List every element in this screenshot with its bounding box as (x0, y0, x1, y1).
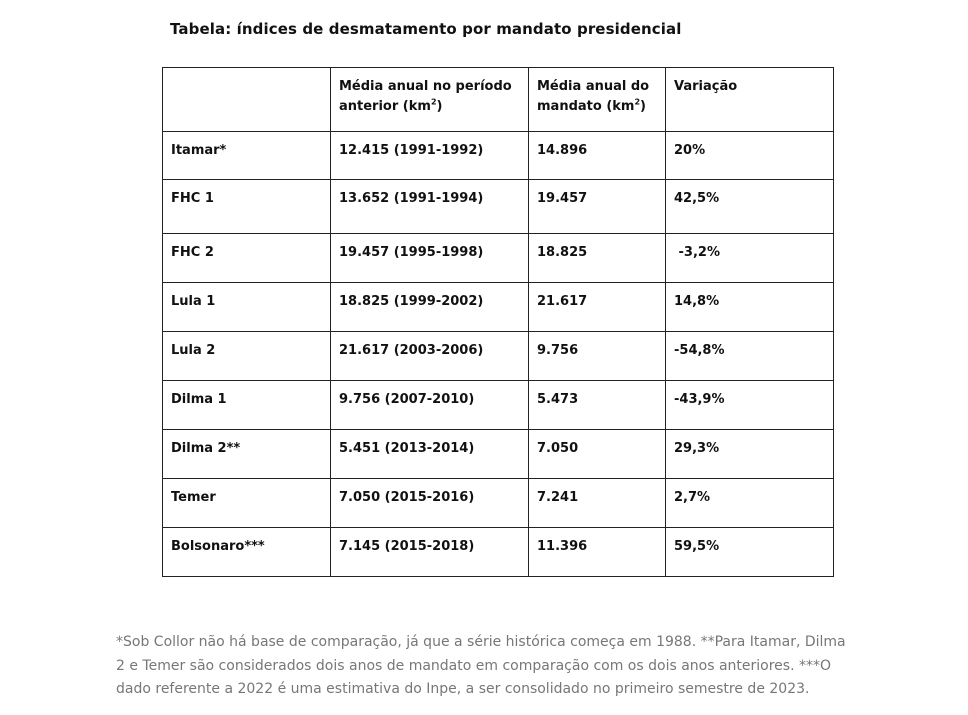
cell-previous-average: 13.652 (1991-1994) (331, 180, 529, 234)
footnote-line: dado referente a 2022 é uma estimativa do Inpe, a ser consolidado no primeiro semestre de 2023. (116, 681, 810, 697)
footnote-line: 2 e Temer são considerados dois anos de mandato em comparação com os dois anos anteriores. ***O (116, 657, 832, 674)
cell-variation: 29,3% (666, 430, 834, 479)
table-row (163, 381, 834, 430)
cell-term-average: 5.473 (529, 381, 666, 430)
header-term-line1: Média anual do (537, 79, 650, 94)
cell-mandate: Bolsonaro*** (163, 528, 331, 577)
table-header-row (163, 68, 834, 132)
cell-variation: 59,5% (666, 528, 834, 577)
cell-mandate: Lula 1 (163, 283, 331, 332)
cell-previous-average: 7.145 (2015-2018) (331, 528, 529, 577)
cell-mandate: Dilma 1 (163, 381, 331, 430)
header-previous-line1: Média anual no período (339, 79, 512, 94)
table-row (163, 479, 834, 528)
header-cell-previous-average (331, 68, 529, 132)
cell-mandate: FHC 1 (163, 180, 331, 234)
cell-variation: -54,8% (666, 332, 834, 381)
table-row (163, 528, 834, 577)
header-previous-line2-suffix: ) (436, 99, 443, 114)
cell-variation: -43,9% (666, 381, 834, 430)
cell-mandate: Lula 2 (163, 332, 331, 381)
cell-previous-average: 19.457 (1995-1998) (331, 234, 529, 283)
table-row (163, 234, 834, 283)
table-row (163, 132, 834, 180)
table-row (163, 430, 834, 479)
header-cell-empty (163, 68, 331, 132)
header-cell-term-average (529, 68, 666, 132)
cell-previous-average: 5.451 (2013-2014) (331, 430, 529, 479)
cell-previous-average: 9.756 (2007-2010) (331, 381, 529, 430)
cell-mandate: Itamar* (163, 132, 331, 180)
cell-previous-average: 21.617 (2003-2006) (331, 332, 529, 381)
table-row (163, 332, 834, 381)
cell-term-average: 19.457 (529, 180, 666, 234)
cell-mandate: Dilma 2** (163, 430, 331, 479)
header-previous-sup: 2 (430, 97, 437, 107)
cell-previous-average: 18.825 (1999-2002) (331, 283, 529, 332)
cell-mandate: Temer (163, 479, 331, 528)
cell-variation: 14,8% (666, 283, 834, 332)
cell-variation: -3,2% (666, 234, 834, 283)
cell-previous-average: 7.050 (2015-2016) (331, 479, 529, 528)
deforestation-table (162, 67, 834, 577)
cell-variation: 2,7% (666, 479, 834, 528)
cell-term-average: 11.396 (529, 528, 666, 577)
cell-variation: 42,5% (666, 180, 834, 234)
cell-term-average: 7.050 (529, 430, 666, 479)
header-previous-line2-prefix: anterior (km (339, 99, 431, 114)
table-row (163, 283, 834, 332)
cell-term-average: 21.617 (529, 283, 666, 332)
table-row (163, 180, 834, 234)
footnote (116, 631, 886, 702)
table-title: Tabela: índices de desmatamento por mandato presidencial (170, 20, 682, 38)
cell-term-average: 9.756 (529, 332, 666, 381)
cell-mandate: FHC 2 (163, 234, 331, 283)
cell-term-average: 14.896 (529, 132, 666, 180)
header-cell-variation: Variação (666, 68, 834, 132)
cell-previous-average: 12.415 (1991-1992) (331, 132, 529, 180)
header-term-line2-suffix: ) (640, 99, 646, 114)
cell-variation: 20% (666, 132, 834, 180)
header-term-line2-prefix: mandato (km (537, 99, 635, 114)
cell-term-average: 7.241 (529, 479, 666, 528)
header-term-sup: 2 (634, 97, 641, 107)
cell-term-average: 18.825 (529, 234, 666, 283)
footnote-line: *Sob Collor não há base de comparação, já que a série histórica começa em 1988. **Para Itamar, Dilma (116, 634, 846, 650)
